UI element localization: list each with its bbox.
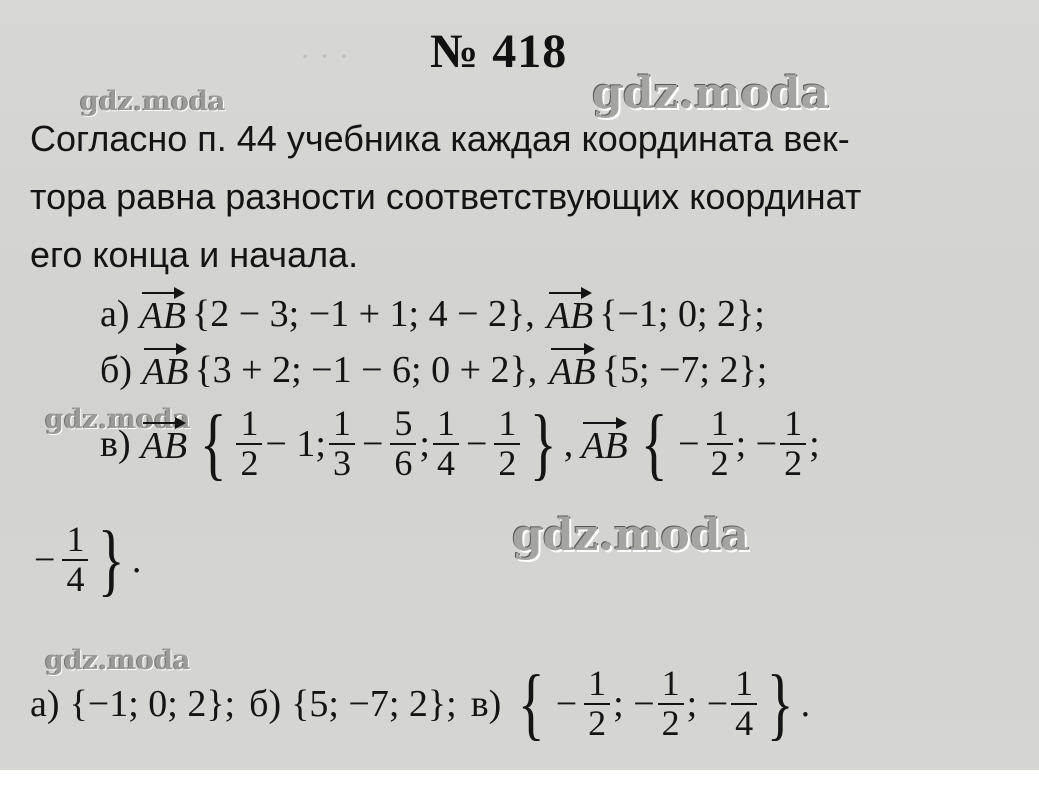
left-brace: { xyxy=(518,660,545,748)
answer-b: {5; −7; 2}; xyxy=(291,683,457,725)
vector-ab: AB xyxy=(549,346,595,394)
fraction: $\frac{1}{2}$ xyxy=(780,405,806,483)
item-a-result: {−1; 0; 2}; xyxy=(599,293,765,335)
answer-row: а) {−1; 0; 2}; б) {5; −7; 2}; в) { − $\frac{1}{2}$ ; − $\frac{1}{2}$ ; − $\frac{1}{4}$ } . xyxy=(30,660,811,748)
fraction: $\frac{1}{4}$ xyxy=(62,521,88,599)
item-a-label: а) xyxy=(100,293,130,335)
item-v-continuation: − $\frac{1}{4}$ } . xyxy=(34,516,142,604)
fraction: $\frac{1}{2}$ xyxy=(658,665,684,743)
fraction: $\frac{1}{2}$ xyxy=(236,405,262,483)
right-brace: } xyxy=(530,400,558,488)
left-brace: { xyxy=(640,400,668,488)
answer-a-label: а) xyxy=(30,683,60,725)
right-brace: } xyxy=(766,660,794,748)
watermark: gdz.moda xyxy=(45,645,191,676)
term: − 1; xyxy=(265,423,326,465)
vector-ab: AB xyxy=(142,346,188,394)
minus-sign: − xyxy=(465,423,488,465)
bleed-through-text: · · · xyxy=(300,40,350,73)
item-b-row xyxy=(100,346,767,394)
answer-a: {−1; 0; 2}; xyxy=(69,683,236,725)
item-v-label: в) xyxy=(100,423,131,465)
item-b-result: {5; −7; 2}; xyxy=(601,349,768,391)
watermark: gdz.moda xyxy=(592,68,830,119)
item-a-row xyxy=(100,290,765,338)
vector-ab: AB xyxy=(547,290,593,338)
vector-ab: AB xyxy=(581,420,627,468)
vector-ab: AB xyxy=(141,420,187,468)
right-brace: } xyxy=(98,516,126,604)
fraction: $\frac{1}{2}$ xyxy=(707,405,733,483)
paragraph-line-1: Согласно п. 44 учебника каждая координата век- xyxy=(30,118,850,159)
answer-b-label: б) xyxy=(249,683,282,725)
fraction: $\frac{1}{2}$ xyxy=(494,405,520,483)
vector-ab: AB xyxy=(140,290,186,338)
item-v-row: в) AB { $\frac{1}{2}$ − 1; $\frac{1}{3}$ − $\frac{5}{6}$ ; $\frac{1}{4}$ − $\frac{1}{2}$ } , AB { − $\frac{1}{2}$ ; − $\frac{1}{2}$ ; xyxy=(100,400,820,488)
minus-sign: − xyxy=(361,423,384,465)
item-b-label: б) xyxy=(100,349,132,391)
fraction: $\frac{1}{3}$ xyxy=(329,405,355,483)
watermark: gdz.moda xyxy=(80,86,226,117)
watermark: gdz.moda xyxy=(45,404,191,435)
paragraph-line-3: его конца и начала. xyxy=(30,234,359,275)
fraction: $\frac{1}{4}$ xyxy=(433,405,459,483)
item-b-expression: {3 + 2; −1 − 6; 0 + 2}, xyxy=(194,349,538,391)
separator: , xyxy=(563,423,574,465)
answer-v-label: в) xyxy=(470,683,502,725)
watermark: gdz.moda xyxy=(512,510,750,561)
fraction: $\frac{5}{6}$ xyxy=(390,405,416,483)
item-a-expression: {2 − 3; −1 + 1; 4 − 2}, xyxy=(191,293,535,335)
fraction: $\frac{1}{4}$ xyxy=(731,665,757,743)
left-brace: { xyxy=(199,400,227,488)
fraction: $\frac{1}{2}$ xyxy=(584,665,610,743)
exercise-number: № 418 xyxy=(430,25,568,78)
paragraph-line-2: тора равна разности соответствующих координат xyxy=(30,176,862,217)
